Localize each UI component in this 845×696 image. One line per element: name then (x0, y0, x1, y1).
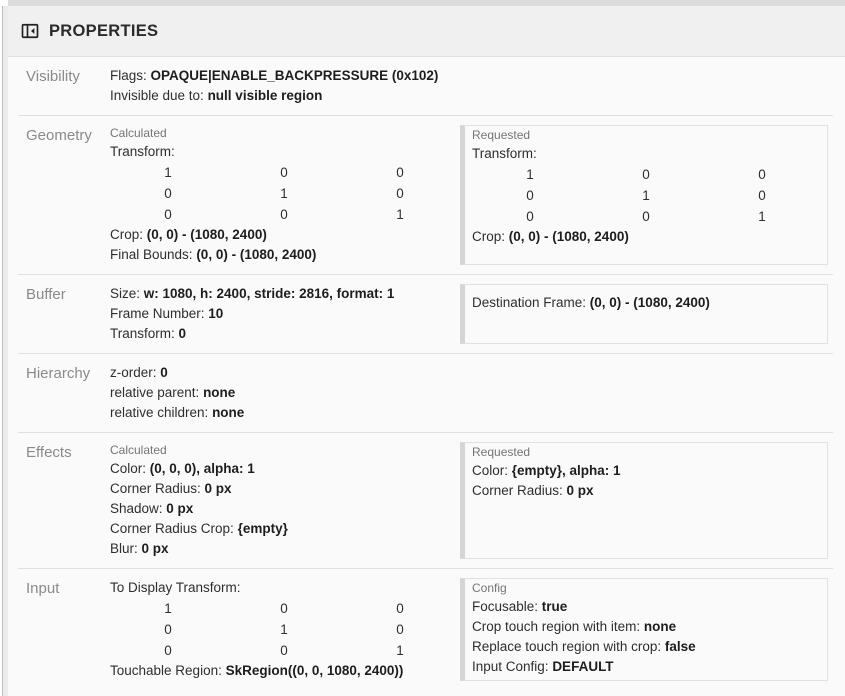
property-key: relative children: (110, 405, 213, 420)
matrix-cell: 0 (526, 209, 534, 224)
matrix-cell: 1 (164, 601, 172, 616)
group-caption: Calculated (110, 126, 167, 140)
matrix-cell: 1 (164, 165, 172, 180)
section-effects (8, 433, 845, 568)
property-value: 10 (208, 306, 224, 321)
property-key: Color: (110, 461, 150, 476)
input-properties (110, 578, 460, 681)
section-label-geometry: Geometry (26, 127, 92, 144)
property-value: none (212, 405, 245, 420)
property-value: OPAQUE|ENABLE_BACKPRESSURE (0x102) (150, 68, 439, 83)
property-line (472, 481, 819, 501)
property-value: {empty}, alpha: 1 (511, 463, 621, 478)
geometry-requested (460, 125, 828, 265)
property-key: Crop: (472, 229, 509, 244)
hierarchy-properties (110, 363, 460, 423)
property-key: Corner Radius Crop: (110, 521, 238, 536)
property-line (472, 227, 819, 247)
property-line (110, 225, 460, 245)
property-key: Crop touch region with item: (472, 619, 644, 634)
property-value: (0, 0) - (1080, 2400) (146, 227, 267, 242)
transform-label: Transform: (472, 146, 537, 161)
section-label-input: Input (26, 580, 60, 597)
matrix-cell: 0 (642, 209, 650, 224)
property-value: w: 1080, h: 2400, stride: 2816, format: 1 (143, 286, 395, 301)
property-key: Touchable Region: (110, 663, 226, 678)
config-box (460, 578, 828, 681)
effects-requested (460, 442, 828, 559)
section-visibility (8, 57, 845, 115)
property-key: Input Config: (472, 659, 553, 674)
property-line (472, 657, 819, 677)
property-value: 0 px (566, 483, 594, 498)
transform-label: To Display Transform: (110, 580, 241, 595)
buffer-properties (110, 284, 460, 344)
property-line (110, 499, 460, 519)
property-key: Blur: (110, 541, 142, 556)
property-key: Shadow: (110, 501, 167, 516)
section-label-effects: Effects (26, 444, 72, 461)
property-value: false (664, 639, 696, 654)
property-value: DEFAULT (552, 659, 614, 674)
property-key: Corner Radius: (110, 481, 205, 496)
property-line (110, 245, 460, 265)
property-line (472, 461, 819, 481)
property-value: 0 px (166, 501, 194, 516)
matrix-cell: 1 (280, 186, 288, 201)
matrix-cell: 0 (164, 643, 172, 658)
matrix-cell: 1 (526, 167, 534, 182)
group-caption: Config (472, 581, 507, 595)
matrix-cell: 0 (164, 622, 172, 637)
property-value: true (541, 599, 568, 614)
matrix-cell: 0 (396, 601, 404, 616)
transform-label: Transform: (110, 144, 175, 159)
property-line (110, 519, 460, 539)
group-caption: Requested (472, 128, 531, 142)
property-line (472, 597, 819, 617)
section-geometry (8, 116, 845, 274)
property-line (110, 661, 460, 681)
property-key: Corner Radius: (472, 483, 567, 498)
section-buffer (8, 275, 845, 353)
property-key: Color: (472, 463, 512, 478)
matrix-row (472, 185, 819, 206)
property-line (110, 284, 460, 304)
matrix-cell: 0 (280, 601, 288, 616)
panel-title: PROPERTIES (49, 21, 159, 40)
matrix-cell: 1 (396, 643, 404, 658)
matrix-cell: 1 (758, 209, 766, 224)
section-label-hierarchy: Hierarchy (26, 365, 91, 382)
requested-box (460, 125, 828, 265)
property-value: (0, 0) - (1080, 2400) (196, 247, 317, 262)
property-key: Invisible due to: (110, 88, 208, 103)
matrix-cell: 0 (642, 167, 650, 182)
matrix-cell: 0 (280, 643, 288, 658)
matrix-cell: 0 (396, 165, 404, 180)
properties-panel-header (8, 6, 845, 57)
property-value: none (643, 619, 677, 634)
property-key: Final Bounds: (110, 247, 197, 262)
left-panel-gutter (0, 6, 8, 696)
property-key: Transform: (110, 326, 179, 341)
property-key: relative parent: (110, 385, 204, 400)
property-line (110, 459, 460, 479)
property-line (472, 637, 819, 657)
requested-box (460, 284, 828, 344)
input-config (460, 578, 828, 681)
requested-box (460, 442, 828, 559)
property-value: none (203, 385, 236, 400)
matrix-cell: 0 (396, 622, 404, 637)
group-caption: Calculated (110, 443, 167, 457)
matrix-row (110, 183, 460, 204)
section-label-buffer: Buffer (26, 286, 66, 303)
buffer-requested (460, 284, 828, 344)
geometry-calculated (110, 125, 460, 265)
matrix-cell: 1 (280, 622, 288, 637)
group-caption: Requested (472, 445, 531, 459)
matrix-cell: 0 (164, 207, 172, 222)
matrix-cell: 0 (280, 207, 288, 222)
properties-content (8, 57, 845, 696)
property-value: 0 px (141, 541, 169, 556)
effects-calculated (110, 442, 460, 559)
property-line (110, 324, 460, 344)
matrix-cell: 0 (758, 167, 766, 182)
matrix-cell: 0 (280, 165, 288, 180)
section-label-visibility: Visibility (26, 68, 80, 85)
property-key: z-order: (110, 365, 161, 380)
property-line (110, 86, 460, 106)
matrix-row (110, 619, 460, 640)
property-line (110, 66, 460, 86)
property-key: Crop: (110, 227, 147, 242)
matrix-cell: 1 (642, 188, 650, 203)
property-line (110, 383, 460, 403)
property-value: 0 (160, 365, 168, 380)
property-line (472, 293, 819, 313)
property-key: Frame Number: (110, 306, 209, 321)
visibility-properties (110, 66, 460, 106)
property-line (110, 403, 460, 423)
matrix-cell: 0 (526, 188, 534, 203)
matrix-cell: 0 (396, 186, 404, 201)
matrix-row (110, 204, 460, 225)
panel-collapse-icon[interactable] (20, 21, 40, 41)
property-key: Size: (110, 286, 144, 301)
matrix-cell: 1 (396, 207, 404, 222)
matrix-row (472, 164, 819, 185)
property-key: Focusable: (472, 599, 542, 614)
property-line (110, 539, 460, 559)
property-value: (0, 0, 0), alpha: 1 (149, 461, 255, 476)
property-value: (0, 0) - (1080, 2400) (589, 295, 710, 310)
property-key: Flags: (110, 68, 151, 83)
property-value: 0 px (204, 481, 232, 496)
property-value: 0 (178, 326, 187, 341)
property-key: Destination Frame: (472, 295, 590, 310)
property-key: Replace touch region with crop: (472, 639, 665, 654)
matrix-row (472, 206, 819, 227)
matrix-row (110, 640, 460, 661)
property-value: (0, 0) - (1080, 2400) (508, 229, 629, 244)
property-line (110, 304, 460, 324)
section-input (8, 569, 845, 690)
property-line (472, 617, 819, 637)
matrix-cell: 0 (164, 186, 172, 201)
section-hierarchy (8, 354, 845, 432)
matrix-row (110, 598, 460, 619)
property-value: null visible region (207, 88, 323, 103)
property-line (110, 479, 460, 499)
property-value: SkRegion((0, 0, 1080, 2400)) (225, 663, 404, 678)
property-value: {empty} (237, 521, 288, 536)
matrix-row (110, 162, 460, 183)
property-line (110, 363, 460, 383)
matrix-cell: 0 (758, 188, 766, 203)
